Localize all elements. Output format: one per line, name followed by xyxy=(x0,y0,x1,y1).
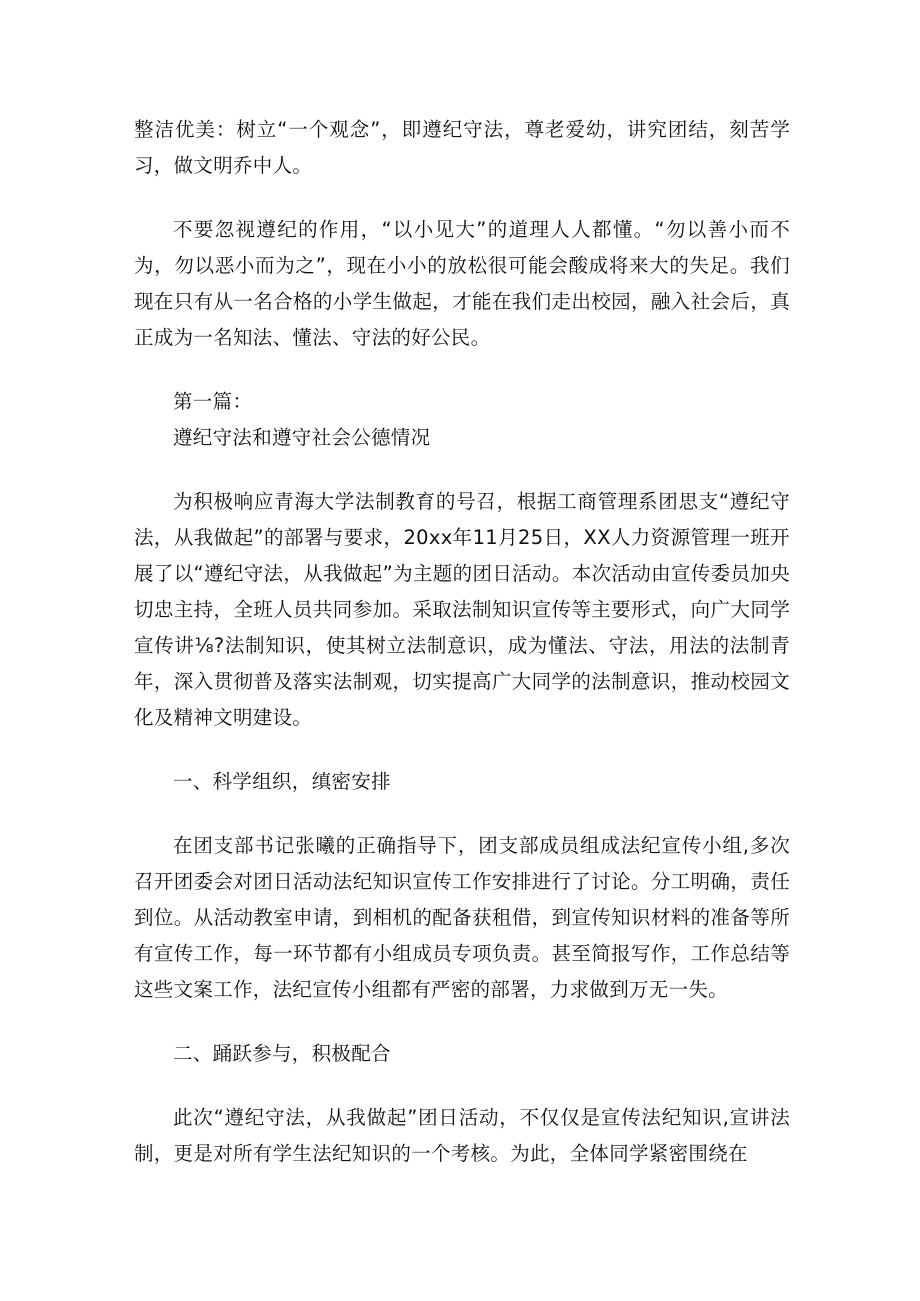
paragraph-intro: 整洁优美：树立“一个观念”，即遵纪守法，尊老爱幼，讲究团结，刻苦学习，做文明乔中人。 xyxy=(134,118,790,177)
section-heading-2: 二、踊跃参与，积极配合 xyxy=(173,1042,391,1065)
document-page xyxy=(134,112,790,1172)
chapter-title: 遵纪守法和遵守社会公德情况 xyxy=(173,426,431,449)
spacer xyxy=(134,356,790,384)
spacer xyxy=(134,1008,790,1036)
spacer xyxy=(134,456,790,484)
spacer xyxy=(134,184,790,212)
chapter-label: 第一篇： xyxy=(173,390,253,413)
section-heading-1: 一、科学组织，缜密安排 xyxy=(173,770,391,793)
spacer xyxy=(134,800,790,828)
paragraph-discipline: 不要忽视遵纪的作用，“以小见大”的道理人人都懂。“勿以善小而不为，勿以恶小而为之”，现在小小的放松很可能会酸成将来大的失足。我们现在只有从一名合格的小学生做起，才能在我们走出校园，融入社会后，真正成为一名知法、懂法、守法的好公民。 xyxy=(134,218,790,349)
spacer xyxy=(134,736,790,764)
paragraph-activity-overview: 为积极响应青海大学法制教育的号召，根据工商管理系团思支“遵纪守法，从我做起”的部署与要求，20xx年11月25日，XX人力资源管理一班开展了以“遵纪守法，从我做起”为主题的团日活动。本次活动由宣传委员加央切忠主持，全班人员共同参加。采取法制知识宣传等主要形式，向广大同学宣传讲⅛?法制知识，使其树立法制意识，成为懂法、守法，用法的法制青年，深入贯彻普及落实法制观，切实提高广大同学的法制意识，推动校园文化及精神文明建设。 xyxy=(134,490,790,729)
paragraph-participation: 此次“遵纪守法，从我做起”团日活动，不仅仅是宣传法纪知识,宣讲法制，更是对所有学生法纪知识的一个考核。为此，全体同学紧密围绕在 xyxy=(134,1106,790,1165)
spacer xyxy=(134,1072,790,1100)
paragraph-organization: 在团支部书记张曦的正确指导下，团支部成员组成法纪宣传小组,多次召开团委会对团日活动法纪知识宣传工作安排进行了讨论。分工明确，责任到位。从活动教室申请，到相机的配备获租借，到宣传知识材料的准备等所有宣传工作，每一环节都有小组成员专项负责。甚至简报写作，工作总结等这些文案工作，法纪宣传小组都有严密的部署，力求做到万无一失。 xyxy=(134,834,790,1001)
